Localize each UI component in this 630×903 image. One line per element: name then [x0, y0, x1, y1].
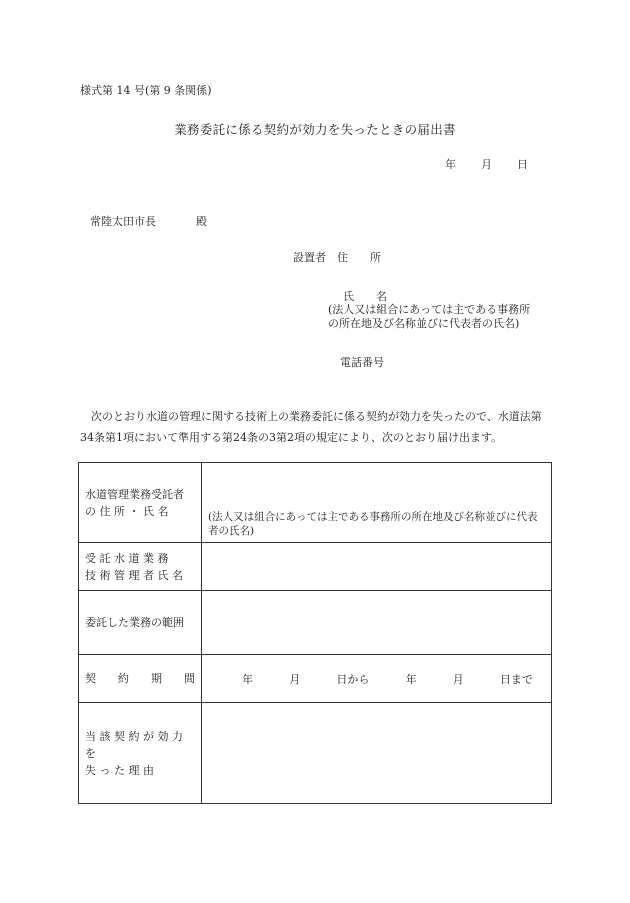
table-row — [79, 591, 552, 655]
body-text: 次のとおり水道の管理に関する技術上の業務委託に係る契約が効力を失ったので、水道法第34条第1項において準用する第24条の3第2項の規定により、次のとおり届け出ます。 — [80, 410, 542, 444]
table-row — [79, 655, 552, 703]
owner-note-line1: (法人又は組合にあっては主である事務所 — [328, 303, 531, 316]
date-month: 月 — [481, 158, 492, 171]
notification-table — [78, 462, 552, 804]
label-line: 水道管理業務受託者 — [85, 487, 184, 501]
addressee-honorific: 殿 — [196, 215, 207, 228]
owner-name-label: 氏 名 — [343, 290, 387, 303]
label-line: 受 託 水 道 業 務 — [85, 551, 169, 565]
reason-value[interactable] — [202, 703, 552, 804]
owner-phone-label: 電話番号 — [340, 356, 384, 369]
period-start-day: 日から — [336, 672, 370, 686]
form-number: 様式第 14 号(第 9 条関係) — [80, 84, 212, 97]
table-row — [79, 703, 552, 804]
owner-address-label: 設置者 住 所 — [293, 251, 381, 264]
table-row — [79, 543, 552, 591]
owner-note-line2: の所在地及び名称並びに代表者の氏名) — [328, 317, 520, 330]
manager-label — [79, 543, 202, 591]
label-line: の 住 所 ・ 氏 名 — [85, 504, 169, 518]
period-start-year: 年 — [242, 672, 253, 686]
period-value[interactable] — [202, 655, 552, 703]
period-label: 契 約 期 間 — [79, 655, 202, 703]
period-end-year: 年 — [405, 672, 417, 686]
period-end-month: 月 — [452, 672, 464, 686]
addressee-name: 常陸太田市長 — [90, 215, 156, 228]
period-start-month: 月 — [289, 672, 301, 686]
consignee-value[interactable] — [202, 463, 552, 543]
consignee-label — [79, 463, 202, 543]
label-line: 技 術 管 理 者 氏 名 — [85, 568, 183, 582]
reason-label — [79, 703, 202, 804]
owner-note — [328, 303, 530, 331]
label-line: 当 該 契 約 が 効 力 を — [85, 729, 183, 760]
date-year: 年 — [445, 158, 456, 171]
label-line: 失 っ た 理 由 — [85, 763, 154, 777]
table-row — [79, 463, 552, 543]
scope-value[interactable] — [202, 591, 552, 655]
period-end-day: 日まで — [499, 672, 533, 686]
date-line — [445, 156, 528, 172]
manager-value[interactable] — [202, 543, 552, 591]
consignee-note: (法人又は組合にあっては主である事務所の所在地及び名称並びに代表者の氏名) — [208, 511, 538, 537]
document-title: 業務委託に係る契約が効力を失ったときの届出書 — [174, 122, 456, 137]
addressee — [90, 213, 207, 229]
scope-label: 委託した業務の範囲 — [79, 591, 202, 655]
date-day: 日 — [517, 158, 528, 171]
